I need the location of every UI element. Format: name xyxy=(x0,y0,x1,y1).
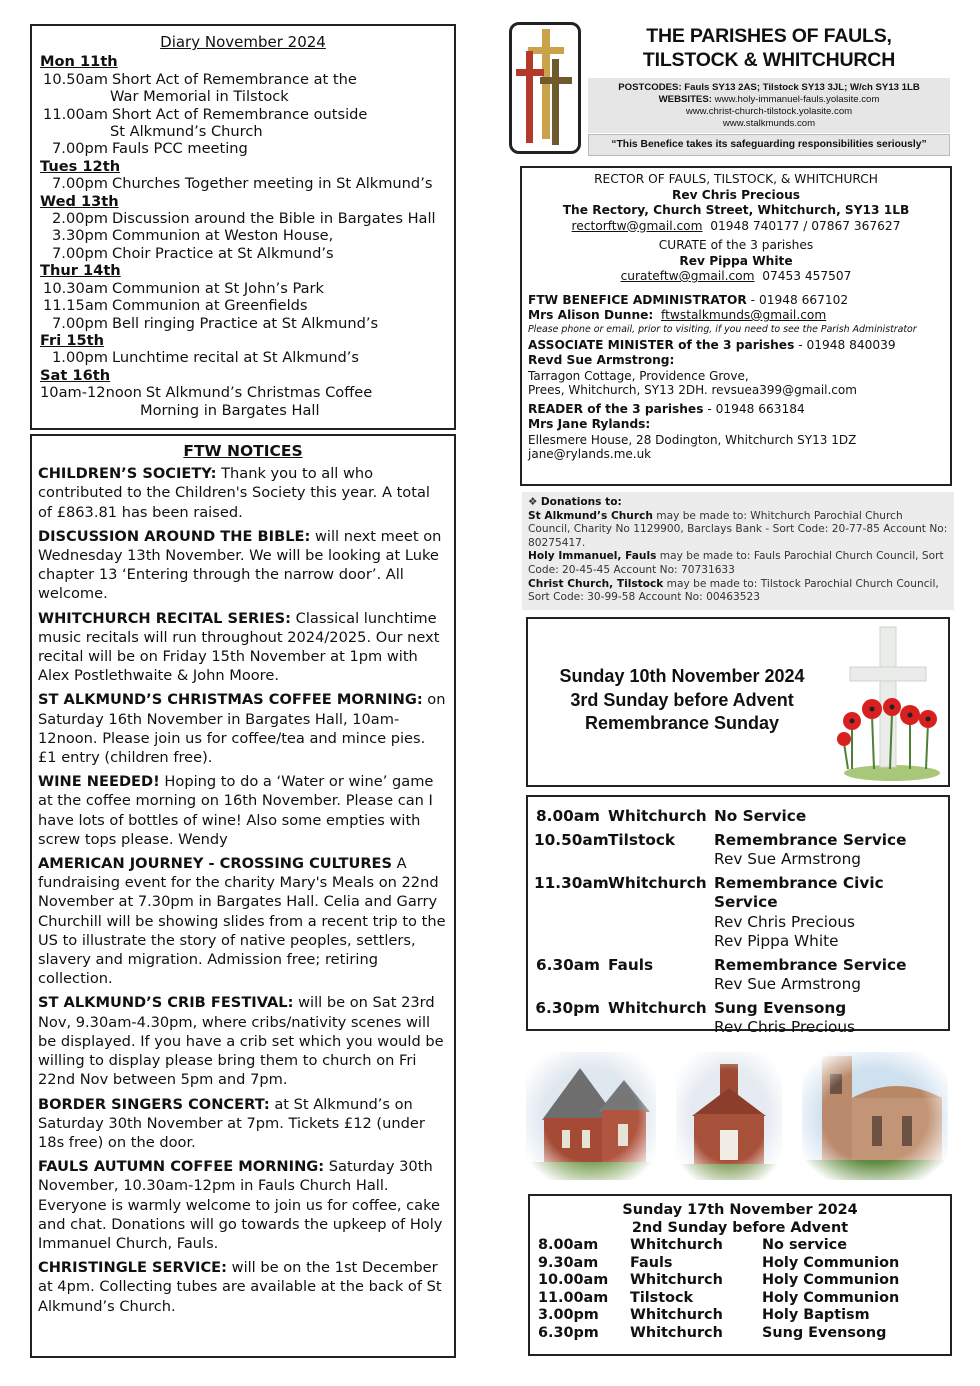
diary-event xyxy=(40,349,446,366)
notices-title: FTW NOTICES xyxy=(183,442,303,460)
service-time: 6.30pm xyxy=(538,1324,599,1341)
donations-box xyxy=(522,492,954,610)
service-row xyxy=(538,1255,942,1273)
contacts-box xyxy=(520,166,952,486)
service-time: 10.50am xyxy=(534,830,609,849)
service-name: Remembrance Service xyxy=(714,955,907,974)
remembrance-heading xyxy=(542,665,822,736)
service-row xyxy=(534,831,942,870)
service-place: Whitchurch xyxy=(608,998,707,1017)
reader-phone: - 01948 663184 xyxy=(703,401,805,416)
notice-body: will next meet on Wednesday 13th November. We will be looking at Luke chapter 13 ‘Entering through the narrow door’. All welcome. xyxy=(38,527,442,603)
notice-body: will be on Sat 23rd Nov, 9.30am-4.30pm, where cribs/nativity scenes will be displayed. If you have a crib set which you would be willing to display please bring them to church on Fri 22nd Nov between 5pm and 7pm. xyxy=(38,994,444,1089)
notice-heading: CHILDREN’S SOCIETY: xyxy=(38,465,217,483)
services-17-rows xyxy=(538,1237,942,1342)
christ-church-name: Christ Church, Tilstock xyxy=(528,577,664,590)
service-details xyxy=(714,999,942,1038)
service-details xyxy=(714,831,942,870)
notice-heading: ST ALKMUND’S CRIB FESTIVAL: xyxy=(38,994,294,1012)
rector-name: Rev Chris Precious xyxy=(671,187,801,202)
service-minister: Rev Chris Precious xyxy=(714,1018,856,1036)
diary-event xyxy=(40,106,446,123)
diary-day-heading: Mon 11th xyxy=(40,53,118,71)
services-10-table xyxy=(526,795,950,1036)
diary-event-text: Short Act of Remembrance outside xyxy=(112,105,368,123)
service-name: Sung Evensong xyxy=(762,1324,887,1341)
diary-event xyxy=(40,227,446,244)
notice-list xyxy=(38,464,448,1316)
diary-event-continued: St Alkmund’s Church xyxy=(110,123,263,141)
parishes-title xyxy=(588,24,950,72)
header-info xyxy=(588,78,950,133)
diary-event-continued: War Memorial in Tilstock xyxy=(110,88,289,106)
notice-item xyxy=(38,772,448,849)
diary-event xyxy=(40,280,446,297)
assoc-address-1: Tarragon Cottage, Providence Grove, xyxy=(528,368,749,383)
website-stalkmunds[interactable]: www.stalkmunds.com xyxy=(722,118,816,129)
poppy-cross-icon xyxy=(830,623,946,783)
diary-event xyxy=(40,71,446,88)
service-name: Holy Baptism xyxy=(762,1307,870,1323)
notice-body: Classical lunchtime music recitals will run throughout 2024/2025. Our next recital will be on Friday 15th November at 1pm with Alex Postlethwaite & John Moore. xyxy=(38,609,440,685)
reader-name: Mrs Jane Rylands: xyxy=(528,417,651,431)
assoc-address-2: Prees, Whitchurch, SY13 2DH. revsuea399@gmail.com xyxy=(528,383,857,397)
diary-event-continued: Morning in Bargates Hall xyxy=(140,401,320,419)
diary-event xyxy=(40,315,446,332)
title-line-1: THE PARISHES OF FAULS, xyxy=(646,25,892,47)
service-minister: Rev Pippa White xyxy=(714,932,839,950)
diary-event-time: 7.00pm xyxy=(52,175,108,193)
service-name: No Service xyxy=(714,807,807,825)
tilstock-church-icon xyxy=(676,1052,782,1180)
diary-event-time: 2.00pm xyxy=(52,210,108,228)
rector-email[interactable]: rectorftw@gmail.com xyxy=(571,218,703,233)
diary-day-heading: Tues 12th xyxy=(40,157,121,175)
assoc-title: ASSOCIATE MINISTER of the 3 parishes xyxy=(528,337,795,352)
notice-item xyxy=(38,609,448,686)
diary-event-time: 10.30am xyxy=(43,279,108,297)
remembrance-sunday: Remembrance Sunday xyxy=(584,713,780,733)
websites-label: WEBSITES: xyxy=(658,94,712,105)
service-row xyxy=(538,1290,942,1308)
diary-event-text: Lunchtime recital at St Alkmund’s xyxy=(112,349,359,367)
reader-address: Ellesmere House, 28 Dodington, Whitchurch SY13 1DZ xyxy=(528,432,857,447)
services-17-date: Sunday 17th November 2024 xyxy=(622,1202,858,1218)
service-time: 11.30am xyxy=(534,873,609,892)
diary-event-text: Churches Together meeting in St Alkmund’s xyxy=(112,175,433,193)
notice-heading: ST ALKMUND’S CHRISTMAS COFFEE MORNING: xyxy=(38,691,423,709)
service-row xyxy=(534,807,942,827)
diary-event-text: Communion at Weston House, xyxy=(112,227,334,245)
holy-immanuel-details: may be made to: Fauls Parochial Church Council, Sort Code: 20-45-45 Account No: 70731633 xyxy=(528,550,944,576)
assoc-name: Revd Sue Armstrong: xyxy=(528,353,675,367)
service-details xyxy=(714,874,942,952)
service-place: Fauls xyxy=(630,1254,673,1271)
diary-event xyxy=(40,297,446,314)
diary-event-time: 7.00pm xyxy=(52,140,108,158)
service-place: Whitchurch xyxy=(630,1324,723,1341)
service-row xyxy=(534,999,942,1038)
services-17-advent: 2nd Sunday before Advent xyxy=(631,1219,849,1236)
diary-day-heading: Wed 13th xyxy=(40,192,119,210)
admin-phone: - 01948 667102 xyxy=(746,292,849,307)
diamond-bullet-icon: ❖ xyxy=(528,496,538,508)
service-place: Whitchurch xyxy=(608,807,707,825)
notice-heading: WHITCHURCH RECITAL SERIES: xyxy=(38,609,292,627)
diary-day-heading: Sat 16th xyxy=(40,366,111,384)
donations-title: Donations to: xyxy=(540,496,622,508)
diary-title: Diary November 2024 xyxy=(160,33,326,51)
diary-event xyxy=(40,384,446,401)
notice-body: A fundraising event for the charity Mary's Meals on 22nd November at 7.30pm in Bargates Hall. Celia and Garry Churchill will be showing slides from a recent trip to the US to illustrate the story of native peoples, settlers, slavery and migration. Admission free; retiring collection. xyxy=(38,855,446,988)
remembrance-box xyxy=(526,617,950,787)
service-minister: Rev Sue Armstrong xyxy=(714,850,862,868)
notice-heading: AMERICAN JOURNEY - CROSSING CULTURES xyxy=(38,855,393,873)
service-time: 6.30am xyxy=(535,955,600,974)
curate-name: Rev Pippa White xyxy=(679,253,793,268)
reader-title: READER of the 3 parishes xyxy=(528,401,704,416)
notice-heading: CHRISTINGLE SERVICE: xyxy=(38,1259,227,1277)
notice-item xyxy=(38,993,448,1089)
notice-item xyxy=(38,854,448,988)
parish-crosses-logo xyxy=(509,22,581,154)
service-row xyxy=(534,874,942,952)
rector-title: RECTOR OF FAULS, TILSTOCK, & WHITCHURCH xyxy=(594,172,878,186)
service-name: Holy Communion xyxy=(762,1254,900,1271)
service-time: 10.00am xyxy=(538,1272,609,1288)
service-row xyxy=(538,1272,942,1290)
notice-body: on Saturday 16th November in Bargates Hall, 10am-12noon. Please join us for coffee/tea and mince pies. £1 entry (children free). xyxy=(38,691,446,767)
diary-event-time: 10.50am xyxy=(43,70,108,88)
service-place: Fauls xyxy=(608,955,654,974)
diary-event-text: Communion at St John’s Park xyxy=(112,279,325,297)
st-alkmund-name: St Alkmund’s Church xyxy=(528,509,653,522)
service-details xyxy=(714,956,942,995)
st-alkmunds-church-icon xyxy=(802,1052,948,1180)
notice-body: will be on the 1st December at 4pm. Collecting tubes are available at the back of St Alkmund’s Church. xyxy=(38,1259,442,1315)
diary-event-time: 11.15am xyxy=(43,297,108,315)
diary-event-time: 7.00pm xyxy=(52,244,108,262)
service-name: No service xyxy=(762,1237,847,1253)
rector-phone: 01948 740177 / 07867 367627 xyxy=(710,218,901,233)
admin-note: Please phone or email, prior to visiting, if you need to see the Parish Administrator xyxy=(528,323,917,335)
diary-event-text: Choir Practice at St Alkmund’s xyxy=(112,244,334,262)
remembrance-date: Sunday 10th November 2024 xyxy=(559,666,805,686)
diary-event xyxy=(40,210,446,227)
diary-event-time: 1.00pm xyxy=(52,349,108,367)
service-place: Whitchurch xyxy=(630,1307,723,1323)
service-name: Holy Communion xyxy=(762,1289,900,1306)
notice-item xyxy=(38,1157,448,1253)
notices-box xyxy=(30,434,456,1358)
diary-event-text: Communion at Greenfields xyxy=(112,297,308,315)
service-row xyxy=(538,1325,942,1343)
rector-address: The Rectory, Church Street, Whitchurch, SY13 1LB xyxy=(562,203,910,217)
notice-heading: WINE NEEDED! xyxy=(38,773,160,791)
diary-event xyxy=(40,245,446,262)
notice-heading: FAULS AUTUMN COFFEE MORNING: xyxy=(38,1158,325,1176)
diary-event-text: Bell ringing Practice at St Alkmund’s xyxy=(112,314,379,332)
service-time: 11.00am xyxy=(538,1289,609,1306)
diary-event-time: 11.00am xyxy=(43,105,108,123)
services-17-table xyxy=(528,1194,952,1356)
notice-item xyxy=(38,1258,448,1316)
diary-event-text: Short Act of Remembrance at the xyxy=(112,70,357,88)
notice-body: Hoping to do a ‘Water or wine’ game at the coffee morning on 16th November. Please can I have lots of bottles of wine! Also some empties with screw tops please. Wendy xyxy=(38,773,434,848)
diary-event-text: Discussion around the Bible in Bargates Hall xyxy=(112,210,436,228)
notice-body: at St Alkmund’s on Saturday 30th November at 7pm. Tickets £12 (under 18s free) on the door. xyxy=(38,1095,425,1151)
website-fauls[interactable]: www.holy-immanuel-fauls.yolasite.com xyxy=(714,94,880,105)
service-place: Whitchurch xyxy=(630,1237,723,1253)
admin-title: FTW BENEFICE ADMINISTRATOR xyxy=(528,292,747,307)
safeguarding-statement: “This Benefice takes its safeguarding responsibilities seriously” xyxy=(588,134,950,156)
service-name: Remembrance Civic Service xyxy=(714,873,884,911)
service-row xyxy=(538,1307,942,1325)
curate-email[interactable]: curateftw@gmail.com xyxy=(620,269,755,283)
notice-body: Thank you to all who contributed to the Children's Society this year. A total of £863.81 has been raised. xyxy=(38,465,430,521)
diary-event-text: Fauls PCC meeting xyxy=(112,140,248,158)
service-time: 9.30am xyxy=(538,1254,599,1271)
holy-immanuel-name: Holy Immanuel, Fauls xyxy=(528,550,657,563)
notice-item xyxy=(38,464,448,522)
notice-item xyxy=(38,690,448,767)
service-place: Tilstock xyxy=(608,830,676,849)
diary-event-time: 7.00pm xyxy=(52,314,108,332)
service-place: Whitchurch xyxy=(608,873,707,892)
notice-body: Saturday 30th November, 10.30am-12pm in Fauls Church Hall. Everyone is warmly welcome to join us for coffee, cake and chat. Donations will go towards the upkeep of Holy Immanuel Church, Fauls. xyxy=(38,1158,443,1252)
diary-event xyxy=(40,175,446,192)
diary-event-text: St Alkmund’s Christmas Coffee xyxy=(145,384,373,402)
diary-event-time: 3.30pm xyxy=(52,227,108,245)
church-pictures xyxy=(522,1050,952,1182)
curate-title: CURATE of the 3 parishes xyxy=(658,238,814,252)
diary-event xyxy=(40,140,446,157)
service-details xyxy=(714,807,942,827)
christ-church-details: may be made to: Tilstock Parochial Church Council, Sort Code: 30-99-58 Account No: 00463523 xyxy=(528,577,939,604)
notice-item xyxy=(38,1095,448,1153)
diary-day-heading: Thur 14th xyxy=(40,262,121,280)
remembrance-advent: 3rd Sunday before Advent xyxy=(570,689,794,710)
service-name: Holy Communion xyxy=(762,1272,900,1288)
notice-item xyxy=(38,527,448,604)
service-place: Whitchurch xyxy=(630,1272,723,1288)
diary-box xyxy=(30,24,456,430)
website-tilstock[interactable]: www.christ-church-tilstock.yolasite.com xyxy=(685,106,853,117)
reader-email[interactable]: jane@rylands.me.uk xyxy=(528,447,652,461)
assoc-phone: - 01948 840039 xyxy=(794,337,896,352)
diary-list xyxy=(40,53,446,419)
admin-email[interactable]: ftwstalkmunds@gmail.com xyxy=(661,308,827,322)
st-alkmund-details: may be made to: Whitchurch Parochial Church Council, Charity No 1129900, Barclays Bank - Sort Code: 20-77-85 Account No: 80275417. xyxy=(528,509,948,549)
diary-day-heading: Fri 15th xyxy=(40,331,104,349)
title-line-2: TILSTOCK & WHITCHURCH xyxy=(642,49,896,71)
notice-heading: DISCUSSION AROUND THE BIBLE: xyxy=(38,527,311,545)
service-time: 8.00am xyxy=(535,807,600,825)
service-place: Tilstock xyxy=(630,1289,694,1306)
service-row xyxy=(534,956,942,995)
service-time: 3.00pm xyxy=(538,1307,599,1323)
service-name: Remembrance Service xyxy=(714,830,907,849)
service-row xyxy=(538,1237,942,1255)
service-time: 8.00am xyxy=(538,1237,599,1253)
postcodes: POSTCODES: Fauls SY13 2AS; Tilstock SY13 3JL; W/ch SY13 1LB xyxy=(618,82,920,93)
fauls-church-icon xyxy=(526,1052,656,1180)
service-minister: Rev Chris Precious xyxy=(714,912,856,931)
diary-event-time: 10am-12noon xyxy=(40,384,142,402)
curate-phone: 07453 457507 xyxy=(762,269,852,283)
service-name: Sung Evensong xyxy=(714,998,847,1017)
service-minister: Rev Sue Armstrong xyxy=(714,975,862,993)
notice-heading: BORDER SINGERS CONCERT: xyxy=(38,1095,270,1113)
admin-name: Mrs Alison Dunne: xyxy=(528,308,654,322)
service-time: 6.30pm xyxy=(535,998,600,1017)
